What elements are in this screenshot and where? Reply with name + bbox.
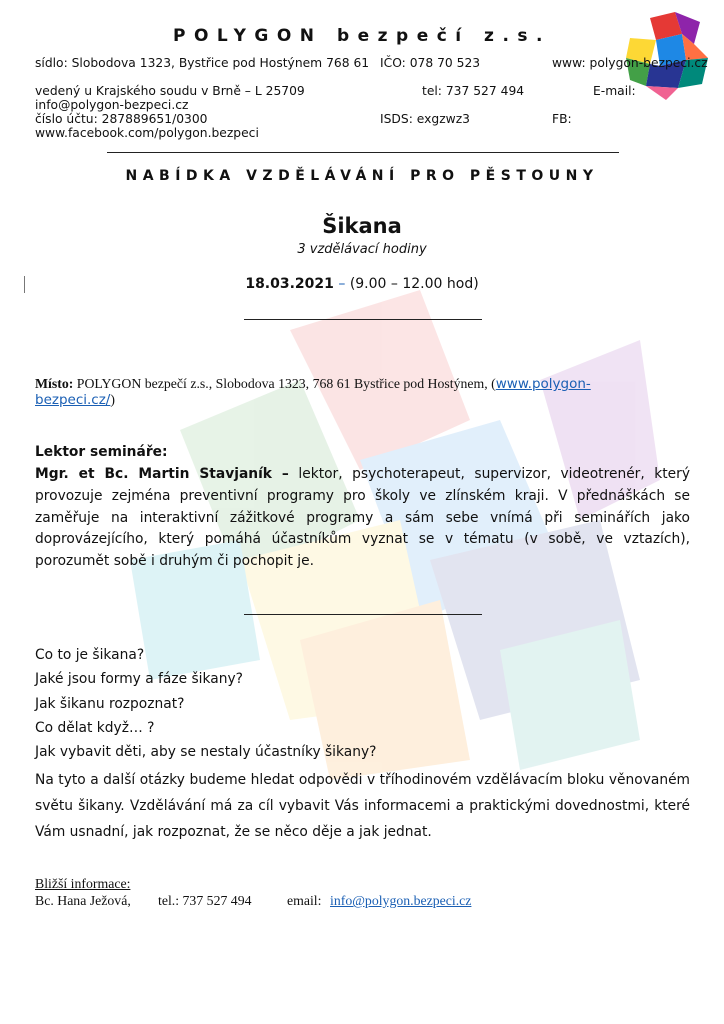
place-text: POLYGON bezpečí z.s., Slobodova 1323, 768 61 Bystřice pod Hostýnem, ( bbox=[76, 376, 496, 391]
lector-bio: lektor, psychoterapeut, supervizor, videotrenér, který provozuje zejména preventivní programy pro školy ve zlínském kraji. V přednáškách se zaměřuje na interaktivní zážitkové programy a sám sebe vnímá při seminářích jako doprovázejícího, který pomáhá účastníkům vyznat se v tématu (v sobě, ve vztazích), porozumět sobě i druhým či pochopit je. bbox=[35, 466, 691, 570]
contact-person: Bc. Hana Ježová, bbox=[35, 893, 131, 908]
org-email-label: E-mail: bbox=[593, 84, 636, 98]
place-url-link[interactable]: www.polygon-bezpeci.cz/ bbox=[35, 376, 591, 408]
title-divider bbox=[244, 319, 482, 320]
place-close: ) bbox=[110, 392, 115, 407]
contact-tel: tel.: 737 527 494 bbox=[158, 893, 252, 908]
org-court: vedený u Krajského soudu v Brně – L 25709 bbox=[35, 84, 305, 98]
question-item: Co to je šikana? bbox=[35, 647, 145, 663]
org-web[interactable]: www: polygon-bezpeci.cz bbox=[552, 56, 708, 70]
question-item: Jaké jsou formy a fáze šikany? bbox=[35, 671, 243, 688]
questions-list bbox=[35, 643, 685, 764]
org-fb-label: FB: bbox=[552, 112, 572, 126]
offer-heading: NABÍDKA VZDĚLÁVÁNÍ PRO PĚSTOUNY bbox=[125, 168, 599, 184]
lector-paragraph bbox=[35, 464, 690, 573]
header-divider bbox=[107, 152, 619, 153]
course-date: 18.03.2021 bbox=[245, 276, 334, 292]
org-isds: ISDS: exgzwz3 bbox=[380, 112, 470, 126]
org-facebook[interactable]: www.facebook.com/polygon.bezpeci bbox=[35, 126, 259, 140]
org-name: POLYGON bezpečí z.s. bbox=[172, 26, 551, 46]
course-title: Šikana bbox=[322, 214, 402, 238]
course-hours: 3 vzdělávací hodiny bbox=[297, 242, 427, 257]
org-ico: IČO: 078 70 523 bbox=[380, 56, 481, 70]
summary-paragraph: Na tyto a další otázky budeme hledat odpovědi v tříhodinovém vzdělávacím bloku věnovaném světu šikany. Vzdělávání má za cíl vybavit Vás informacemi a praktickými dovednostmi, které Vám usnadní, jak rozpoznat, že se něco děje a jak jednat. bbox=[35, 772, 690, 840]
place-line bbox=[35, 376, 655, 408]
contact-email-link[interactable]: info@polygon.bezpeci.cz bbox=[330, 893, 472, 908]
question-item: Co dělat když… ? bbox=[35, 719, 155, 736]
contact-label: Bližší informace: bbox=[35, 876, 131, 891]
org-address: sídlo: Slobodova 1323, Bystřice pod Hostýnem 768 61 bbox=[35, 56, 370, 70]
date-separator: – bbox=[338, 276, 346, 292]
org-account: číslo účtu: 287889651/0300 bbox=[35, 112, 208, 126]
question-item: Jak vybavit děti, aby se nestaly účastníky šikany? bbox=[35, 744, 377, 761]
org-email[interactable]: info@polygon-bezpeci.cz bbox=[35, 98, 189, 112]
contact-email-label: email: bbox=[287, 893, 322, 908]
lector-label: Lektor semináře: bbox=[35, 444, 168, 460]
org-tel: tel: 737 527 494 bbox=[422, 84, 525, 98]
place-label: Místo: bbox=[35, 376, 74, 391]
course-time: (9.00 – 12.00 hod) bbox=[349, 276, 479, 292]
lector-name: Mgr. et Bc. Martin Stavjaník – bbox=[35, 466, 289, 482]
section-divider bbox=[244, 614, 482, 615]
course-dateline bbox=[0, 276, 724, 292]
question-item: Jak šikanu rozpoznat? bbox=[35, 695, 185, 712]
